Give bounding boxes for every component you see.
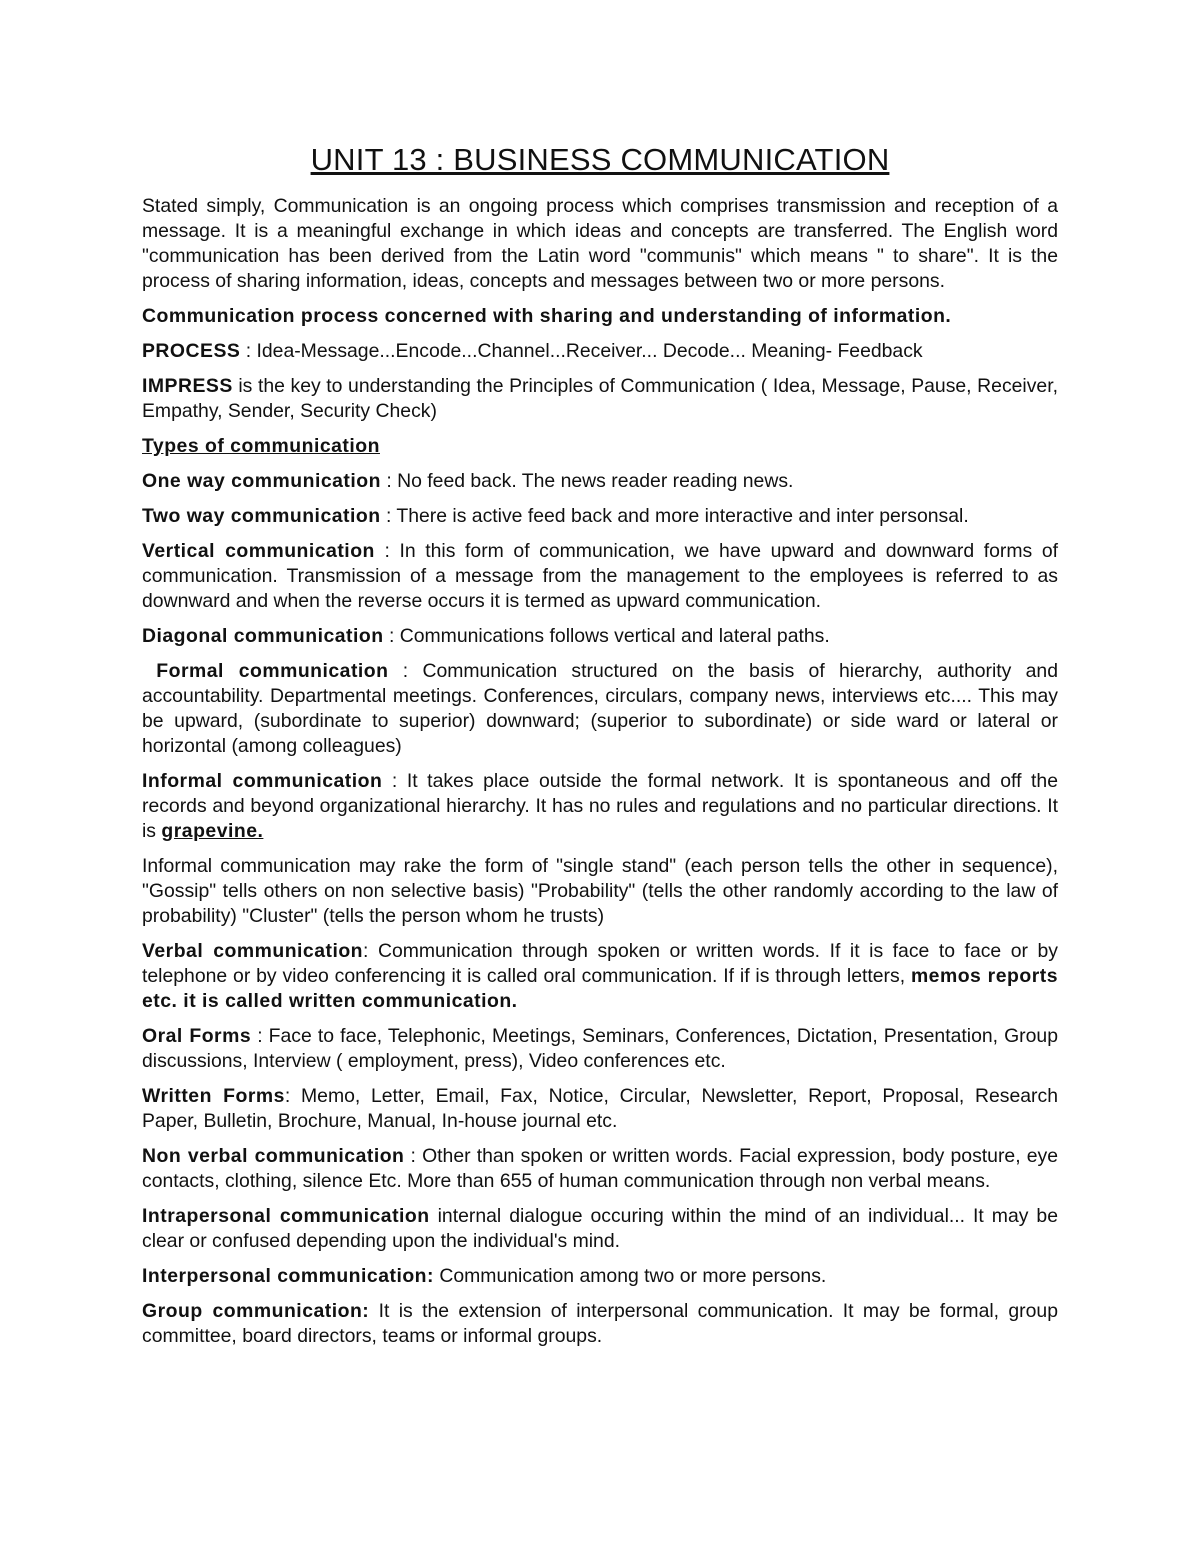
written-forms-label: Written Forms xyxy=(142,1085,285,1107)
vertical-paragraph xyxy=(142,539,1058,614)
verbal-paragraph xyxy=(142,939,1058,1014)
one-way-label: One way communication xyxy=(142,470,381,492)
process-label: PROCESS xyxy=(142,340,241,362)
oral-forms-paragraph xyxy=(142,1024,1058,1074)
types-heading-text: Types of communication xyxy=(142,435,380,457)
intrapersonal-paragraph xyxy=(142,1204,1058,1254)
impress-label: IMPRESS xyxy=(142,375,233,397)
grapevine-term: grapevine. xyxy=(161,820,264,842)
diagonal-text: : Communications follows vertical and lateral paths. xyxy=(383,625,830,647)
impress-text: is the key to understanding the Principles of Communication ( Idea, Message, Pause, Receiver, Empathy, Sender, Security Check) xyxy=(142,375,1058,422)
vertical-text: : In this form of communication, we have upward and downward forms of communication. Transmission of a message from the management to the employees is referred to as downward and when the reverse occurs it is termed as upward communication. xyxy=(142,540,1058,612)
interpersonal-label: Interpersonal communication: xyxy=(142,1265,434,1287)
informal-text: : It takes place outside the formal network. It is spontaneous and off the records and beyond organizational hierarchy. It has no rules and regulations and no particular directions. It is xyxy=(142,770,1058,842)
formal-text: : Communication structured on the basis of hierarchy, authority and accountability. Departmental meetings. Conferences, circulars, company news, interviews etc.... This may be upward, (subordinate to superior) downward; (superior to subordinate) or side ward or lateral or horizontal (among colleagues) xyxy=(142,660,1058,757)
diagonal-label: Diagonal communication xyxy=(142,625,384,647)
formal-paragraph xyxy=(142,659,1058,759)
two-way-text: : There is active feed back and more interactive and inter personsal. xyxy=(380,505,969,527)
diagonal-paragraph xyxy=(142,624,1058,649)
group-paragraph xyxy=(142,1299,1058,1349)
interpersonal-text: Communication among two or more persons. xyxy=(433,1265,827,1287)
page-title: UNIT 13 : BUSINESS COMMUNICATION xyxy=(310,142,890,177)
verbal-bold-tail: memos reports etc. it is called written communication. xyxy=(142,965,1058,1012)
formal-label: Formal communication xyxy=(156,660,389,682)
two-way-paragraph xyxy=(142,504,1058,529)
informal-paragraph xyxy=(142,769,1058,844)
intro-paragraph: Stated simply, Communication is an ongoing process which comprises transmission and reception of a message. It is a meaningful exchange in which ideas and concepts are transferred. The English word "communication has been derived from the Latin word "communis" which means " to share". It is the process of sharing information, ideas, concepts and messages between two or more persons. xyxy=(142,195,1058,292)
one-way-text: : No feed back. The news reader reading news. xyxy=(380,470,794,492)
written-forms-text: : Memo, Letter, Email, Fax, Notice, Circular, Newsletter, Report, Proposal, Research Paper, Bulletin, Brochure, Manual, In-house journal etc. xyxy=(142,1085,1058,1132)
intrapersonal-label: Intrapersonal communication xyxy=(142,1205,430,1227)
process-text: : Idea-Message...Encode...Channel...Receiver... Decode... Meaning- Feedback xyxy=(240,340,923,362)
process-statement-text: Communication process concerned with sharing and understanding of information. xyxy=(142,305,952,327)
informal-label: Informal communication xyxy=(142,770,383,792)
group-text: It is the extension of interpersonal communication. It may be formal, group committee, board directors, teams or informal groups. xyxy=(142,1300,1058,1347)
verbal-text: : Communication through spoken or written words. If it is face to face or by telephone or by video conferencing it is called oral communication. If if is through letters, xyxy=(142,940,1058,987)
informal-forms-paragraph: Informal communication may rake the form of "single stand" (each person tells the other in sequence), "Gossip" tells others on non selective basis) "Probability" (tells the other randomly according to the law of probability) "Cluster" (tells the person whom he trusts) xyxy=(142,855,1058,927)
vertical-label: Vertical communication xyxy=(142,540,375,562)
non-verbal-label: Non verbal communication xyxy=(142,1145,405,1167)
oral-forms-text: : Face to face, Telephonic, Meetings, Seminars, Conferences, Dictation, Presentation, Group discussions, Interview ( employment, press), Video conferences etc. xyxy=(142,1025,1058,1072)
process-statement xyxy=(142,304,1058,329)
two-way-label: Two way communication xyxy=(142,505,381,527)
non-verbal-text: : Other than spoken or written words. Facial expression, body posture, eye contacts, clothing, silence Etc. More than 655 of human communication through non verbal means. xyxy=(142,1145,1058,1192)
one-way-paragraph xyxy=(142,469,1058,494)
types-heading xyxy=(142,434,1058,459)
non-verbal-paragraph xyxy=(142,1144,1058,1194)
interpersonal-paragraph xyxy=(142,1264,1058,1289)
group-label: Group communication: xyxy=(142,1300,370,1322)
verbal-label: Verbal communication xyxy=(142,940,364,962)
process-paragraph xyxy=(142,339,1058,364)
impress-paragraph xyxy=(142,374,1058,424)
written-forms-paragraph xyxy=(142,1084,1058,1134)
document-page xyxy=(142,140,1058,1359)
oral-forms-label: Oral Forms xyxy=(142,1025,252,1047)
intrapersonal-text: internal dialogue occuring within the mind of an individual... It may be clear or confused depending upon the individual's mind. xyxy=(142,1205,1058,1252)
